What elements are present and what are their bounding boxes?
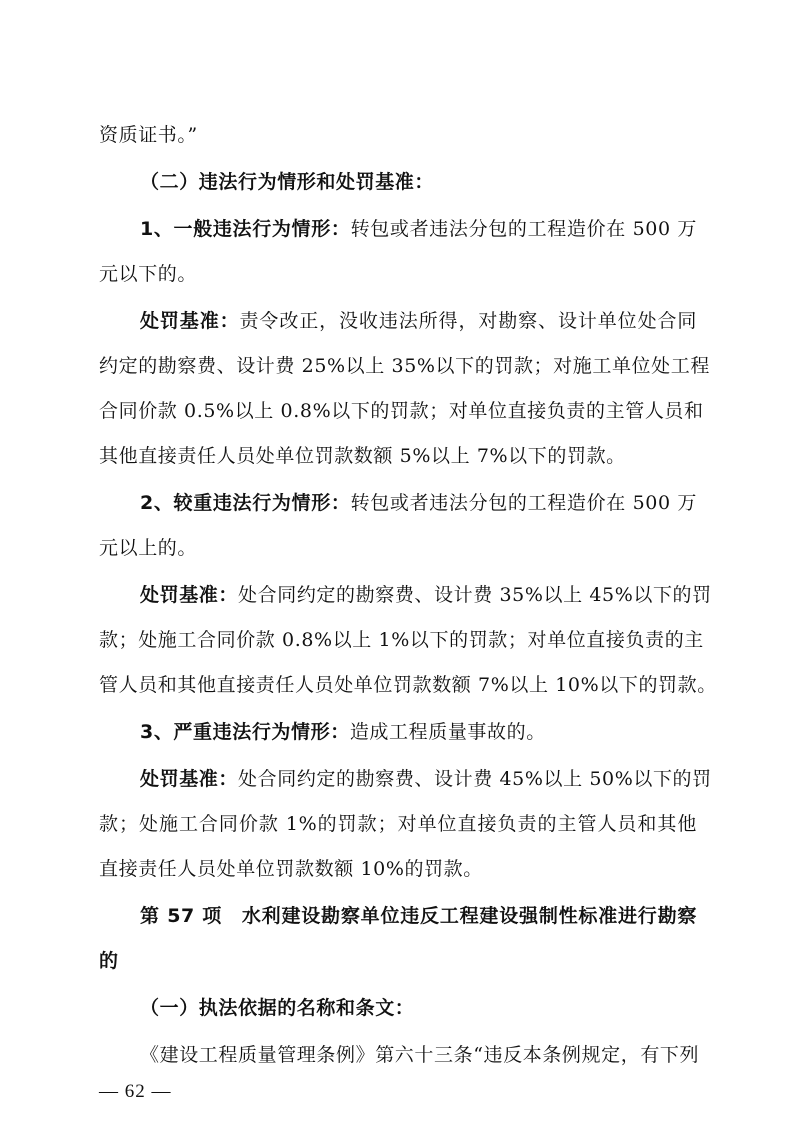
line-text: 管人员和其他直接责任人员处单位罚款数额 7%以上 10%以下的罚款。 (99, 674, 717, 696)
bold-lead-text: 2、较重违法行为情形： (140, 492, 351, 514)
heading-text: （一）执法依据的名称和条文： (140, 997, 415, 1019)
paragraph-line (140, 489, 697, 517)
line-text: 转包或者违法分包的工程造价在 500 万 (350, 218, 697, 240)
paragraph-line (99, 442, 697, 470)
page-number (99, 1078, 172, 1106)
bold-lead-text: 3、严重违法行为情形： (140, 721, 350, 743)
paragraph-line-continuation (99, 121, 697, 149)
line-text: 资质证书。” (99, 124, 198, 146)
line-text: 款；处施工合同价款 1%的罚款；对单位直接负责的主管人员和其他 (99, 813, 697, 835)
item-heading-57 (140, 902, 697, 930)
line-text: 处合同约定的勘察费、设计费 35%以上 45%以下的罚 (238, 584, 712, 606)
heading-text: （二）违法行为情形和处罚基准： (140, 171, 435, 193)
paragraph-line (99, 352, 710, 380)
line-text: 款；处施工合同价款 0.8%以上 1%以下的罚款；对单位直接负责的主 (99, 629, 704, 651)
paragraph-line (140, 215, 697, 243)
section-heading-legal-basis (140, 994, 697, 1022)
item-heading-57-continuation (99, 947, 697, 975)
line-text: 转包或者违法分包的工程造价在 500 万 (350, 492, 697, 514)
line-text: 元以上的。 (99, 537, 198, 559)
paragraph-line (99, 397, 704, 425)
paragraph-line (140, 1041, 700, 1069)
paragraph-line (99, 534, 697, 562)
line-text: 责令改正，没收违法所得，对勘察、设计单位处合同 (239, 310, 697, 332)
line-text: 处合同约定的勘察费、设计费 45%以上 50%以下的罚 (238, 768, 712, 790)
line-text: 直接责任人员处单位罚款数额 10%的罚款。 (99, 858, 483, 880)
paragraph-line (99, 260, 697, 288)
paragraph-line (99, 626, 704, 654)
bold-lead-text: 处罚基准： (140, 310, 240, 332)
paragraph-line (140, 765, 712, 793)
section-heading-violation-situations (140, 168, 697, 196)
heading-text: 的 (99, 950, 119, 972)
bold-lead-text: 1、一般违法行为情形： (140, 218, 351, 240)
bold-lead-text: 处罚基准： (140, 584, 239, 606)
page-number-text: — 62 — (99, 1081, 172, 1102)
paragraph-line (99, 855, 697, 883)
paragraph-line (140, 307, 697, 335)
line-text: 合同价款 0.5%以上 0.8%以下的罚款；对单位直接负责的主管人员和 (99, 400, 704, 422)
paragraph-line (99, 671, 717, 699)
line-text: 元以下的。 (99, 263, 198, 285)
paragraph-line (99, 810, 697, 838)
heading-text: 第 57 项 水利建设勘察单位违反工程建设强制性标准进行勘察 (140, 905, 697, 927)
line-text: 《建设工程质量管理条例》第六十三条“违反本条例规定，有下列 (140, 1044, 700, 1066)
paragraph-line (140, 718, 697, 746)
bold-lead-text: 处罚基准： (140, 768, 239, 790)
line-text: 其他直接责任人员处单位罚款数额 5%以上 7%以下的罚款。 (99, 445, 626, 467)
paragraph-line (140, 581, 712, 609)
line-text: 约定的勘察费、设计费 25%以上 35%以下的罚款；对施工单位处工程 (99, 355, 710, 377)
line-text: 造成工程质量事故的。 (349, 721, 546, 743)
